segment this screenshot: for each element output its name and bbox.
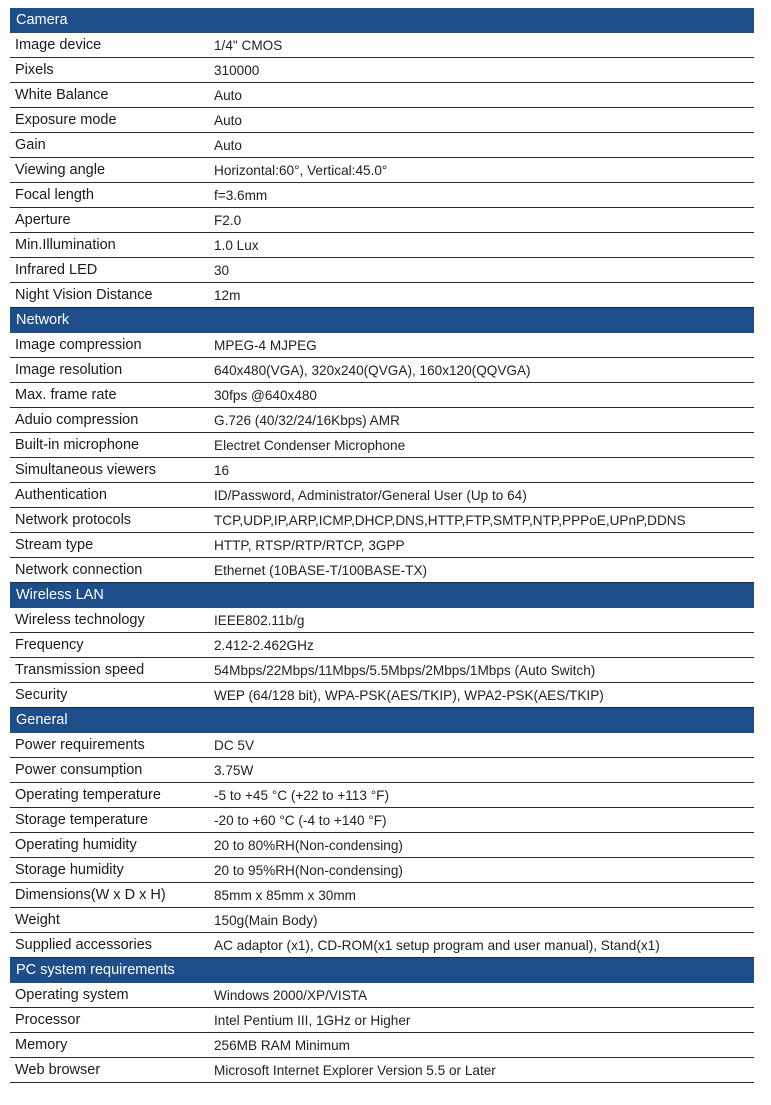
spec-row <box>10 508 754 533</box>
spec-row <box>10 983 754 1008</box>
spec-label: Power consumption <box>15 762 143 778</box>
spec-value: G.726 (40/32/24/16Kbps) AMR <box>214 412 400 428</box>
section-pc-system-requirements <box>10 958 754 1083</box>
spec-label: Aperture <box>15 212 71 228</box>
spec-value: 30fps @640x480 <box>214 387 317 403</box>
spec-row <box>10 133 754 158</box>
spec-label: Min.Illumination <box>15 237 116 253</box>
spec-label: Infrared LED <box>15 262 98 278</box>
spec-label: Image resolution <box>15 362 123 378</box>
spec-row <box>10 858 754 883</box>
spec-row <box>10 258 754 283</box>
spec-row <box>10 458 754 483</box>
spec-value: 150g(Main Body) <box>214 912 318 928</box>
spec-value: 20 to 95%RH(Non-condensing) <box>214 862 403 878</box>
spec-row <box>10 1008 754 1033</box>
spec-row <box>10 783 754 808</box>
spec-value: Ethernet (10BASE-T/100BASE-TX) <box>214 562 428 578</box>
spec-label: Viewing angle <box>15 162 106 178</box>
spec-label: Night Vision Distance <box>15 287 153 303</box>
spec-row <box>10 808 754 833</box>
spec-value: 12m <box>214 287 241 303</box>
spec-value: 640x480(VGA), 320x240(QVGA), 160x120(QQVGA) <box>214 362 531 378</box>
spec-sheet <box>10 8 754 1083</box>
spec-label: Operating temperature <box>15 787 161 803</box>
spec-label: Network protocols <box>15 512 132 528</box>
spec-row <box>10 908 754 933</box>
spec-row <box>10 333 754 358</box>
spec-value: Horizontal:60°, Vertical:45.0° <box>214 162 388 178</box>
spec-label: Storage humidity <box>15 862 124 878</box>
spec-label: Supplied accessories <box>15 937 153 953</box>
spec-label: Web browser <box>15 1062 101 1078</box>
spec-row <box>10 658 754 683</box>
section-network <box>10 308 754 583</box>
spec-row <box>10 933 754 958</box>
spec-label: Authentication <box>15 487 107 503</box>
spec-row <box>10 83 754 108</box>
spec-value: ID/Password, Administrator/General User (Up to 64) <box>214 487 527 503</box>
spec-value: 54Mbps/22Mbps/11Mbps/5.5Mbps/2Mbps/1Mbps (Auto Switch) <box>214 662 596 678</box>
spec-value: Microsoft Internet Explorer Version 5.5 or Later <box>214 1062 496 1078</box>
spec-value: Auto <box>214 112 242 128</box>
spec-value: 16 <box>214 462 230 478</box>
section-header: Wireless LAN <box>10 583 754 608</box>
spec-row <box>10 833 754 858</box>
spec-row <box>10 633 754 658</box>
spec-label: Built-in microphone <box>15 437 140 453</box>
spec-value: Windows 2000/XP/VISTA <box>214 987 368 1003</box>
spec-label: Power requirements <box>15 737 145 753</box>
spec-value: 310000 <box>214 62 260 78</box>
spec-label: Pixels <box>15 62 54 78</box>
spec-row <box>10 683 754 708</box>
spec-value: 3.75W <box>214 762 254 778</box>
spec-row <box>10 283 754 308</box>
spec-label: Exposure mode <box>15 112 117 128</box>
spec-label: Weight <box>15 912 60 928</box>
section-header: Network <box>10 308 754 333</box>
spec-row <box>10 883 754 908</box>
spec-value: -20 to +60 °C (-4 to +140 °F) <box>214 812 387 828</box>
spec-label: Frequency <box>15 637 84 653</box>
spec-row <box>10 733 754 758</box>
spec-value: TCP,UDP,IP,ARP,ICMP,DHCP,DNS,HTTP,FTP,SMTP,NTP,PPPoE,UPnP,DDNS <box>214 512 686 528</box>
spec-row <box>10 33 754 58</box>
spec-label: Security <box>15 687 68 703</box>
spec-label: Simultaneous viewers <box>15 462 157 478</box>
spec-value: 1.0 Lux <box>214 237 259 253</box>
spec-value: WEP (64/128 bit), WPA-PSK(AES/TKIP), WPA2-PSK(AES/TKIP) <box>214 687 604 703</box>
spec-value: Auto <box>214 137 242 153</box>
spec-value: AC adaptor (x1), CD-ROM(x1 setup program and user manual), Stand(x1) <box>214 937 660 953</box>
spec-row <box>10 183 754 208</box>
spec-label: Wireless technology <box>15 612 145 628</box>
spec-row <box>10 533 754 558</box>
spec-value: 1/4" CMOS <box>214 37 283 53</box>
spec-label: Max. frame rate <box>15 387 117 403</box>
spec-label: Aduio compression <box>15 412 139 428</box>
spec-label: Operating system <box>15 987 129 1003</box>
spec-label: Operating humidity <box>15 837 137 853</box>
spec-label: Focal length <box>15 187 94 203</box>
spec-row <box>10 358 754 383</box>
spec-row <box>10 1033 754 1058</box>
spec-row <box>10 758 754 783</box>
spec-value: f=3.6mm <box>214 187 268 203</box>
section-header: PC system requirements <box>10 958 754 983</box>
spec-label: Image compression <box>15 337 142 353</box>
spec-row <box>10 158 754 183</box>
spec-value: Electret Condenser Microphone <box>214 437 406 453</box>
spec-label: Dimensions(W x D x H) <box>15 887 166 903</box>
spec-value: HTTP, RTSP/RTP/RTCP, 3GPP <box>214 537 405 553</box>
spec-label: Memory <box>15 1037 68 1053</box>
spec-row <box>10 433 754 458</box>
spec-label: Processor <box>15 1012 81 1028</box>
spec-value: Intel Pentium III, 1GHz or Higher <box>214 1012 411 1028</box>
spec-label: White Balance <box>15 87 109 103</box>
spec-value: 256MB RAM Minimum <box>214 1037 350 1053</box>
section-camera <box>10 8 754 308</box>
spec-row <box>10 233 754 258</box>
section-general <box>10 708 754 958</box>
section-header: General <box>10 708 754 733</box>
spec-row <box>10 408 754 433</box>
spec-value: DC 5V <box>214 737 255 753</box>
spec-label: Image device <box>15 37 102 53</box>
spec-row <box>10 483 754 508</box>
spec-row <box>10 558 754 583</box>
spec-row <box>10 1058 754 1083</box>
spec-value: 30 <box>214 262 230 278</box>
spec-row <box>10 608 754 633</box>
spec-label: Gain <box>15 137 46 153</box>
spec-label: Transmission speed <box>15 662 145 678</box>
spec-row <box>10 383 754 408</box>
spec-value: F2.0 <box>214 212 242 228</box>
spec-value: MPEG-4 MJPEG <box>214 337 317 353</box>
spec-value: Auto <box>214 87 242 103</box>
spec-value: 85mm x 85mm x 30mm <box>214 887 357 903</box>
spec-value: 20 to 80%RH(Non-condensing) <box>214 837 403 853</box>
spec-label: Network connection <box>15 562 143 578</box>
spec-label: Storage temperature <box>15 812 148 828</box>
spec-row <box>10 58 754 83</box>
section-wireless-lan <box>10 583 754 708</box>
spec-value: 2.412-2.462GHz <box>214 637 314 653</box>
spec-label: Stream type <box>15 537 94 553</box>
section-header: Camera <box>10 8 754 33</box>
spec-value: -5 to +45 °C (+22 to +113 °F) <box>214 787 389 803</box>
spec-row <box>10 108 754 133</box>
spec-row <box>10 208 754 233</box>
spec-value: IEEE802.11b/g <box>214 612 305 628</box>
